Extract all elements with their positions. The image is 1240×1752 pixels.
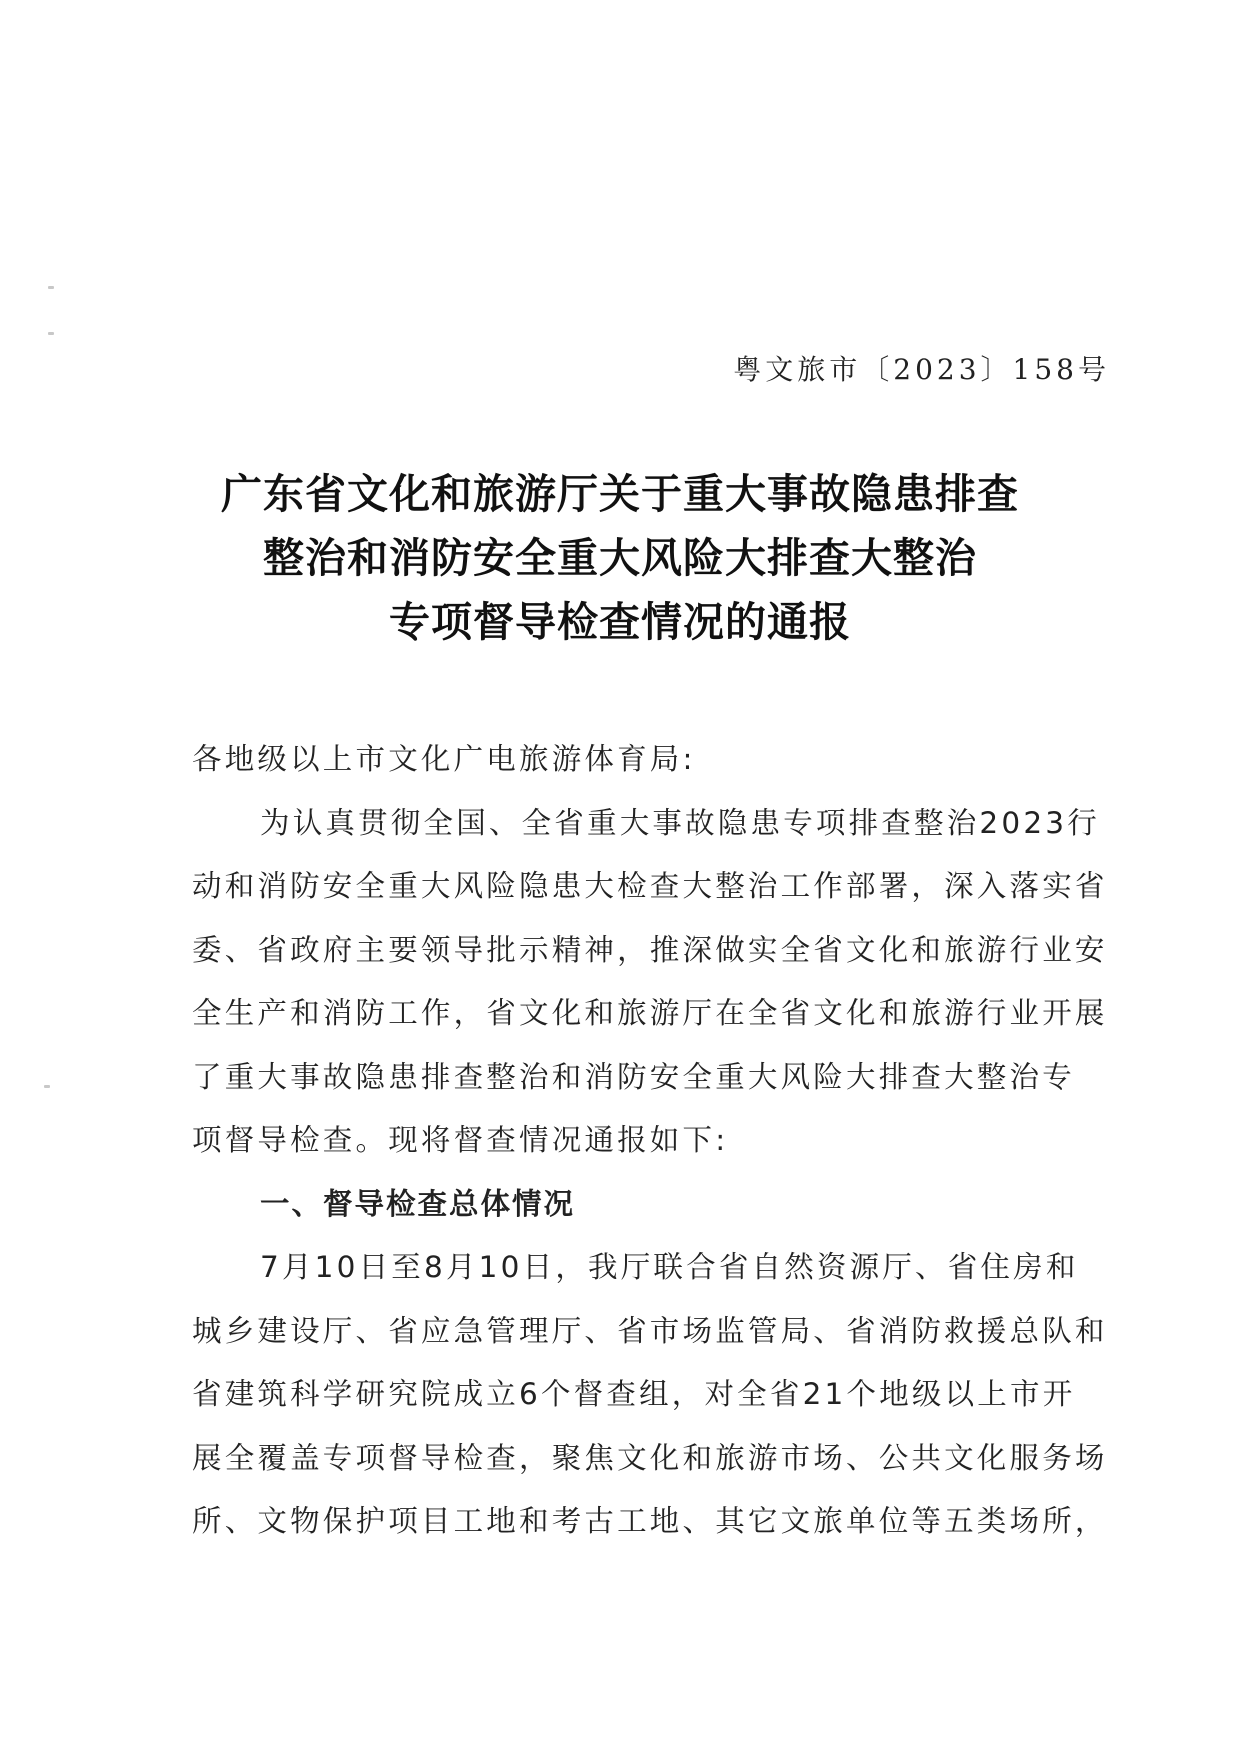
title-line: 专项督导检查情况的通报	[389, 598, 851, 646]
paragraph-line: 所、文物保护项目工地和考古工地、其它文旅单位等五类场所，	[192, 1504, 1108, 1538]
paragraph-line: 7月10日至8月10日，我厅联合省自然资源厅、省住房和	[260, 1250, 1079, 1284]
paragraph-line: 展全覆盖专项督导检查，聚焦文化和旅游市场、公共文化服务场	[192, 1440, 1108, 1475]
addressee: 各地级以上市文化广电旅游体育局:	[192, 742, 696, 776]
paragraph-intro	[192, 792, 1122, 1173]
paragraph-line: 动和消防安全重大风险隐患大检查大整治工作部署，深入落实省	[192, 869, 1108, 903]
title-line: 广东省文化和旅游厅关于重大事故隐患排查	[221, 470, 1019, 518]
section-heading: 一、督导检查总体情况	[260, 1186, 576, 1221]
scan-artifact	[48, 332, 54, 335]
paragraph-line: 委、省政府主要领导批示精神，推深做实全省文化和旅游行业安	[192, 932, 1108, 967]
paragraph-overview	[192, 1236, 1122, 1554]
paragraph-line: 项督导检查。现将督查情况通报如下:	[192, 1123, 729, 1157]
paragraph-line: 为认真贯彻全国、全省重大事故隐患专项排查整治2023行	[260, 805, 1100, 840]
scan-artifact	[48, 286, 54, 289]
document-number: 粤文旅市〔2023〕158号	[733, 353, 1110, 386]
paragraph-line: 城乡建设厅、省应急管理厅、省市场监管局、省消防救援总队和	[192, 1313, 1108, 1348]
paragraph-line: 了重大事故隐患排查整治和消防安全重大风险大排查大整治专	[192, 1059, 1075, 1094]
paragraph-line: 省建筑科学研究院成立6个督查组，对全省21个地级以上市开	[192, 1377, 1076, 1411]
document-title	[0, 462, 1240, 654]
scan-artifact	[44, 1085, 50, 1088]
document-body	[192, 728, 1122, 1554]
paragraph-line: 全生产和消防工作，省文化和旅游厅在全省文化和旅游行业开展	[192, 996, 1108, 1030]
title-line: 整治和消防安全重大风险大排查大整治	[263, 534, 977, 582]
